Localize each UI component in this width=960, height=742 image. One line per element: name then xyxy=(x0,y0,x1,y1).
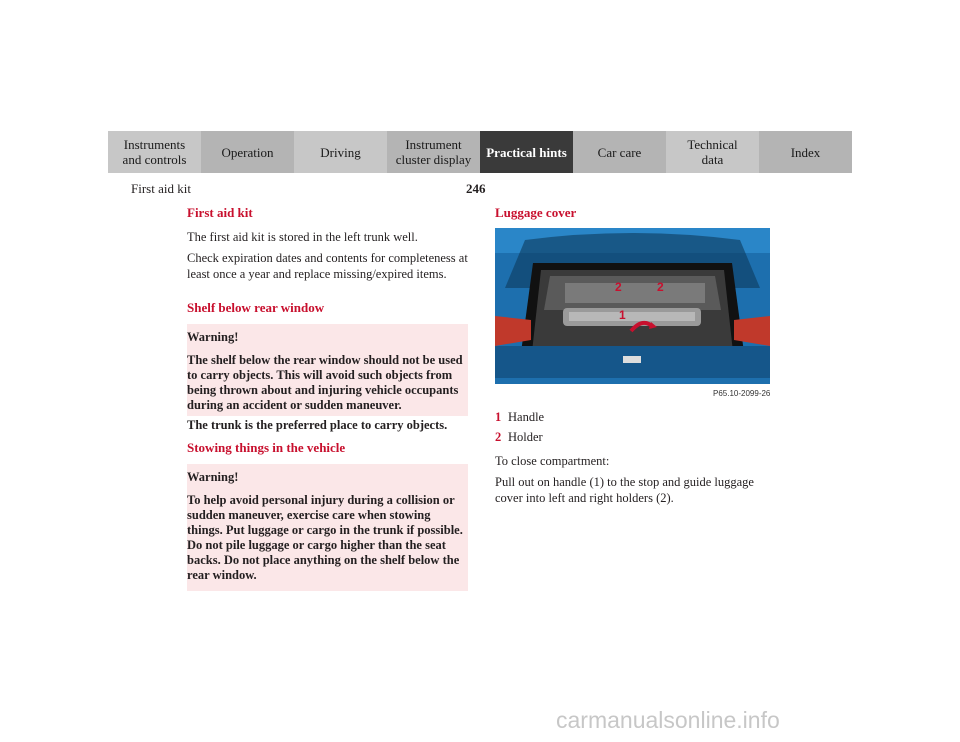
warning-text-2: The trunk is the preferred place to carry objects. xyxy=(187,418,448,432)
tab-driving[interactable]: Driving xyxy=(294,131,387,173)
heading-first-aid-kit: First aid kit xyxy=(187,205,253,220)
warning-box-stowing xyxy=(187,464,468,591)
callout-2-right: 2 xyxy=(657,280,664,294)
watermark: carmanualsonline.info xyxy=(556,707,780,733)
tab-technical-data[interactable]: Technical data xyxy=(666,131,759,173)
tab-car-care[interactable]: Car care xyxy=(573,131,666,173)
legend-item xyxy=(495,429,770,445)
callout-legend xyxy=(495,409,770,445)
warning-title: Warning! xyxy=(187,330,239,344)
callout-2-left: 2 xyxy=(615,280,622,294)
warning-text: The shelf below the rear window should not be used to carry objects. This will avoid such objects from being thrown about and injuring vehicle occupants during an accident or sudden maneuver. xyxy=(187,353,463,412)
warning-text: To help avoid personal injury during a collision or sudden maneuver, exercise care when stowing things. Put luggage or cargo in the trunk if possible. Do not pile luggage or cargo higher than the seat backs. Do not place anything on the shelf below the rear window. xyxy=(187,493,463,582)
warning-title: Warning! xyxy=(187,470,239,484)
heading-luggage-cover: Luggage cover xyxy=(495,205,577,220)
legend-number: 2 xyxy=(495,430,502,444)
tab-instruments-and-controls[interactable]: Instruments and controls xyxy=(108,131,201,173)
legend-text: Handle xyxy=(508,410,545,424)
tab-instrument-cluster-display[interactable]: Instrument cluster display xyxy=(387,131,480,173)
first-aid-paragraph-1: The first aid kit is stored in the left trunk well. xyxy=(187,230,418,244)
tab-index[interactable]: Index xyxy=(759,131,852,173)
running-header-title: First aid kit xyxy=(131,181,191,196)
heading-stowing-things: Stowing things in the vehicle xyxy=(187,440,346,455)
luggage-cover-photo xyxy=(495,228,770,400)
page-number: 246 xyxy=(466,181,486,196)
tab-operation[interactable]: Operation xyxy=(201,131,294,173)
warning-box-shelf xyxy=(187,324,468,432)
left-column xyxy=(187,205,468,591)
right-column xyxy=(495,205,770,506)
section-nav xyxy=(108,131,852,173)
instruction-intro: To close compartment: xyxy=(495,454,610,468)
legend-text: Holder xyxy=(508,430,543,444)
legend-item xyxy=(495,409,770,425)
tab-practical-hints[interactable]: Practical hints xyxy=(480,131,573,173)
heading-shelf-below-rear-window: Shelf below rear window xyxy=(187,300,325,315)
callout-1: 1 xyxy=(619,308,626,322)
photo-caption: P65.10-2099-26 xyxy=(713,389,770,398)
first-aid-paragraph-2: Check expiration dates and contents for completeness at least once a year and replace missing/expired items. xyxy=(187,251,468,281)
legend-number: 1 xyxy=(495,410,502,424)
instruction-text: Pull out on handle (1) to the stop and guide luggage cover into left and right holders (2). xyxy=(495,475,754,505)
